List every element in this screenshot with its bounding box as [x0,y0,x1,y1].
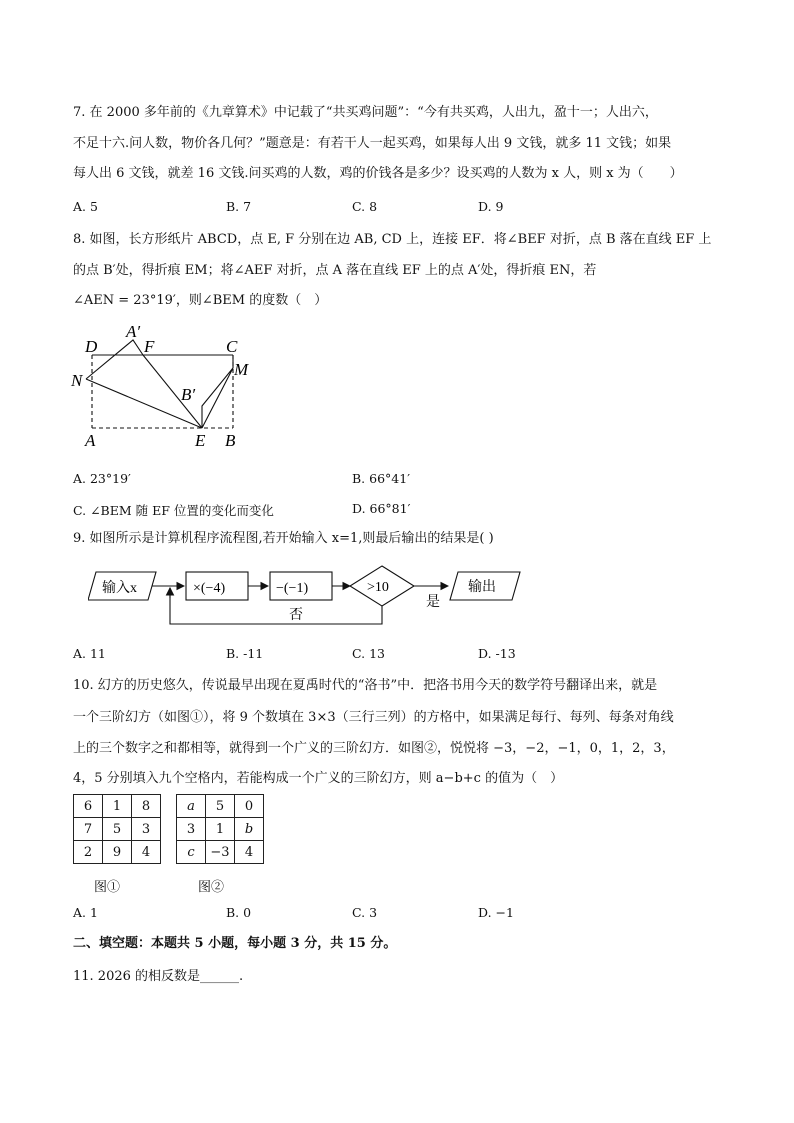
grid1-cell: 1 [103,795,132,818]
label-b: B [225,431,236,450]
q9-option-b[interactable]: B. -11 [226,646,264,661]
label-m: M [234,360,249,379]
q9-flowchart [88,562,528,632]
q10-line-1: 10. 幻方的历史悠久，传说最早出现在夏禹时代的“洛书”中．把洛书用今天的数学符号翻译出来，就是 [73,678,658,693]
grid1-cell: 7 [74,818,103,841]
label-d: D [85,337,98,356]
flow-no-text: 否 [289,608,303,623]
q10-line-3: 上的三个数字之和都相等，就得到一个广义的三阶幻方．如图②，悦悦将 −3，−2，−1，0，1，2，3， [73,741,675,756]
grid1-cell: 3 [132,818,161,841]
q11-text: 11. 2026 的相反数是______. [73,969,244,984]
flow-output-text: 输出 [468,580,496,595]
caption-figure-1: 图① [94,880,121,895]
q10-line-4: 4，5 分别填入九个空格内，若能构成一个广义的三阶幻方，则 a−b+c 的值为（ ） [73,771,564,786]
flow-input-text: 输入x [102,581,137,596]
grid1-cell: 9 [103,841,132,864]
q7-option-b[interactable]: B. 7 [226,199,252,214]
caption-figure-2: 图② [198,880,225,895]
label-c: C [226,337,238,356]
grid2-cell: 1 [206,818,235,841]
grid2-cell: 3 [177,818,206,841]
q10-option-b[interactable]: B. 0 [226,905,252,920]
grid2-cell: −3 [206,841,235,864]
q8-option-a[interactable]: A. 23°19′ [73,471,131,486]
q7-line-1: 7. 在 2000 多年前的《九章算术》中记载了“共买鸡问题”：“今有共买鸡，人出九，盈十一；人出六， [73,105,658,120]
q8-line-1: 8. 如图，长方形纸片 ABCD，点 E, F 分别在边 AB, CD 上，连接 EF．将∠BEF 对折，点 B 落在直线 EF 上 [73,232,712,247]
q10-option-c[interactable]: C. 3 [352,905,378,920]
q7-line-3: 每人出 6 文钱，就差 16 文钱.问买鸡的人数，鸡的价钱各是多少？设买鸡的人数为 x 人，则 x 为（ ） [73,166,683,181]
label-e: E [195,431,206,450]
magic-square-2 [176,794,264,864]
q10-option-d[interactable]: D. −1 [478,905,514,920]
q8-option-b[interactable]: B. 66°41′ [352,471,411,486]
grid2-cell: 5 [206,795,235,818]
grid2-cell: b [235,818,264,841]
grid2-cell: 4 [235,841,264,864]
grid1-cell: 4 [132,841,161,864]
grid2-cell: a [177,795,206,818]
flow-cond-text: >10 [367,580,389,595]
label-a-prime: A′ [126,322,141,341]
grid2-cell: c [177,841,206,864]
grid1-cell: 6 [74,795,103,818]
q7-option-d[interactable]: D. 9 [478,199,504,214]
label-b-prime: B′ [181,385,196,404]
q9-option-d[interactable]: D. -13 [478,646,516,661]
flow-step1-text: ×(−4) [193,581,226,596]
q8-line-3: ∠AEN = 23°19′，则∠BEM 的度数（ ） [73,293,328,308]
q10-option-a[interactable]: A. 1 [73,905,98,920]
q8-option-c[interactable]: C. ∠BEM 随 EF 位置的变化而变化 [73,503,274,518]
grid1-cell: 2 [74,841,103,864]
label-f: F [144,337,155,356]
q10-line-2: 一个三阶幻方（如图①），将 9 个数填在 3×3（三行三列）的方格中，如果满足每行、每列、每条对角线 [73,710,674,725]
q8-rectangle-figure [68,318,268,450]
flow-step2-text: −(−1) [276,581,309,596]
q7-option-c[interactable]: C. 8 [352,199,378,214]
q9-line-1: 9. 如图所示是计算机程序流程图,若开始输入 x=1,则最后输出的结果是( ) [73,531,494,546]
q8-line-2: 的点 B′处，得折痕 EM；将∠AEF 对折，点 A 落在直线 EF 上的点 A′处，得折痕 EN，若 [73,263,597,278]
grid1-cell: 5 [103,818,132,841]
flow-yes-text: 是 [426,595,440,610]
label-a: A [85,431,96,450]
q9-option-c[interactable]: C. 13 [352,646,385,661]
section-2-heading: 二、填空题：本题共 5 小题，每小题 3 分，共 15 分。 [73,936,397,951]
q7-line-2: 不足十六.问人数，物价各几何？”题意是：有若干人一起买鸡，如果每人出 9 文钱，就多 11 文钱；如果 [73,136,672,151]
grid2-cell: 0 [235,795,264,818]
grid1-cell: 8 [132,795,161,818]
magic-square-1 [73,794,161,864]
q8-option-d[interactable]: D. 66°81′ [352,501,411,516]
q9-option-a[interactable]: A. 11 [73,646,106,661]
q7-option-a[interactable]: A. 5 [73,199,98,214]
label-n: N [71,371,83,390]
